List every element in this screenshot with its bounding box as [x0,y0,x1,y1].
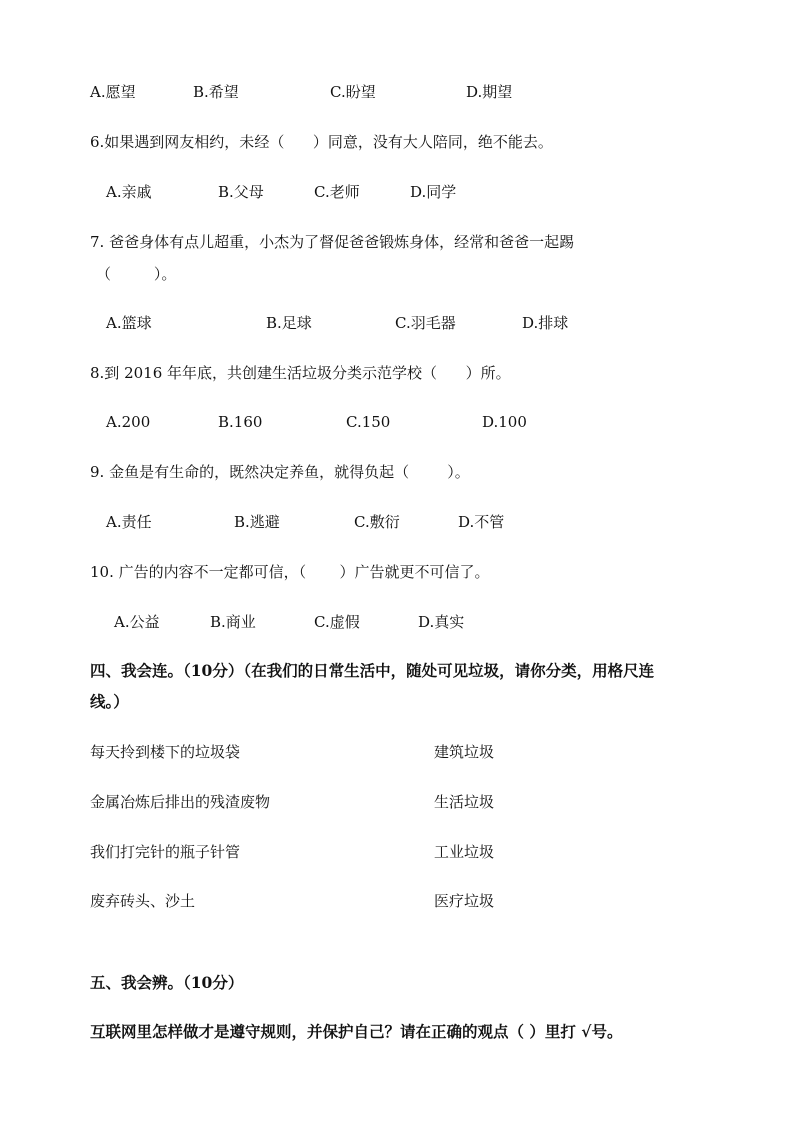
match-left-item: 每天拎到楼下的垃圾袋 [90,743,241,761]
match-right-item: 医疗垃圾 [434,892,495,910]
match-left-item: 我们打完针的瓶子针管 [90,843,241,861]
section4-heading-line2: 线。） [90,692,129,711]
match-right-item: 工业垃圾 [434,843,495,861]
q6-option-d: D.同学 [410,183,457,201]
q10-option-b: B.商业 [210,613,256,631]
q8-text: 8.到 2016 年年底，共创建生活垃圾分类示范学校（ ）所。 [90,364,511,382]
q7-text-line2: （ ）。 [96,265,177,283]
q7-option-c: C.羽毛器 [395,314,456,332]
q9-option-b: B.逃避 [234,513,280,531]
section5-instruction: 互联网里怎样做才是遵守规则，并保护自己？请在正确的观点（ ）里打 √号。 [90,1022,623,1041]
q9-option-c: C.敷衍 [354,513,400,531]
q5-option-d: D.期望 [466,83,513,101]
match-right-item: 生活垃圾 [434,793,495,811]
match-right-item: 建筑垃圾 [434,743,495,761]
q10-text: 10. 广告的内容不一定都可信，（ ）广告就更不可信了。 [90,563,490,581]
match-left-item: 废弃砖头、沙土 [90,892,196,910]
q7-option-b: B.足球 [266,314,312,332]
q10-option-d: D.真实 [418,613,465,631]
q8-option-b: B.160 [218,413,263,431]
q10-option-a: A.公益 [114,613,160,631]
q8-option-d: D.100 [482,413,527,431]
q7-option-a: A.篮球 [106,314,152,332]
q6-option-c: C.老师 [314,183,360,201]
q10-option-c: C.虚假 [314,613,360,631]
section4-heading-line1: 四、我会连。（10分）（在我们的日常生活中，随处可见垃圾，请你分类，用格尺连 [90,661,655,680]
section5-heading: 五、我会辨。（10分） [90,973,244,992]
q9-text: 9. 金鱼是有生命的，既然决定养鱼，就得负起（ ）。 [90,463,470,481]
q6-option-a: A.亲戚 [106,183,152,201]
q7-option-d: D.排球 [522,314,569,332]
q5-option-a: A.愿望 [90,83,136,101]
q6-option-b: B.父母 [218,183,264,201]
q9-option-d: D.不管 [458,513,505,531]
q8-option-a: A.200 [106,413,151,431]
q9-option-a: A.责任 [106,513,152,531]
q8-option-c: C.150 [346,413,391,431]
q5-option-b: B.希望 [193,83,239,101]
match-left-item: 金属冶炼后排出的残渣废物 [90,793,271,811]
q6-text: 6.如果遇到网友相约，未经（ ）同意，没有大人陪同，绝不能去。 [90,133,553,151]
q5-option-c: C.盼望 [330,83,376,101]
q7-text-line1: 7. 爸爸身体有点儿超重，小杰为了督促爸爸锻炼身体，经常和爸爸一起踢 [90,233,575,251]
